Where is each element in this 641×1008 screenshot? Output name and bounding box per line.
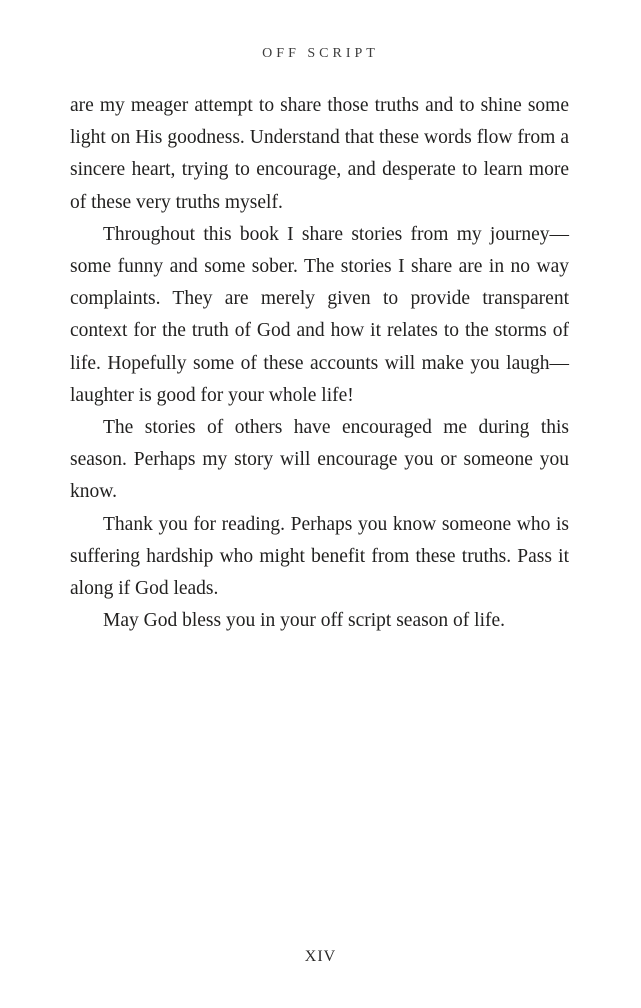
paragraph: May God bless you in your off script season of life.: [103, 610, 506, 632]
paragraph: The stories of others have encouraged me during this season. Perhaps my story will encourage you or someone you know.: [70, 417, 569, 503]
body-text-block: [70, 90, 569, 637]
page-number: XIV: [304, 948, 337, 965]
running-header: OFF SCRIPT: [262, 46, 379, 61]
paragraph: are my meager attempt to share those truths and to shine some light on His goodness. Understand that these words flow from a sincere heart, trying to encourage, and desperate to learn more of these very truths myself.: [70, 95, 569, 213]
paragraph: Throughout this book I share stories from my journey—some funny and some sober. The stories I share are in no way complaints. They are merely given to provide transparent context for the truth of God and how it relates to the storms of life. Hopefully some of these accounts will make you laugh—laughter is good for your whole life!: [70, 223, 569, 406]
paragraph: Thank you for reading. Perhaps you know someone who is suffering hardship who might benefit from these truths. Pass it along if God leads.: [70, 513, 569, 600]
